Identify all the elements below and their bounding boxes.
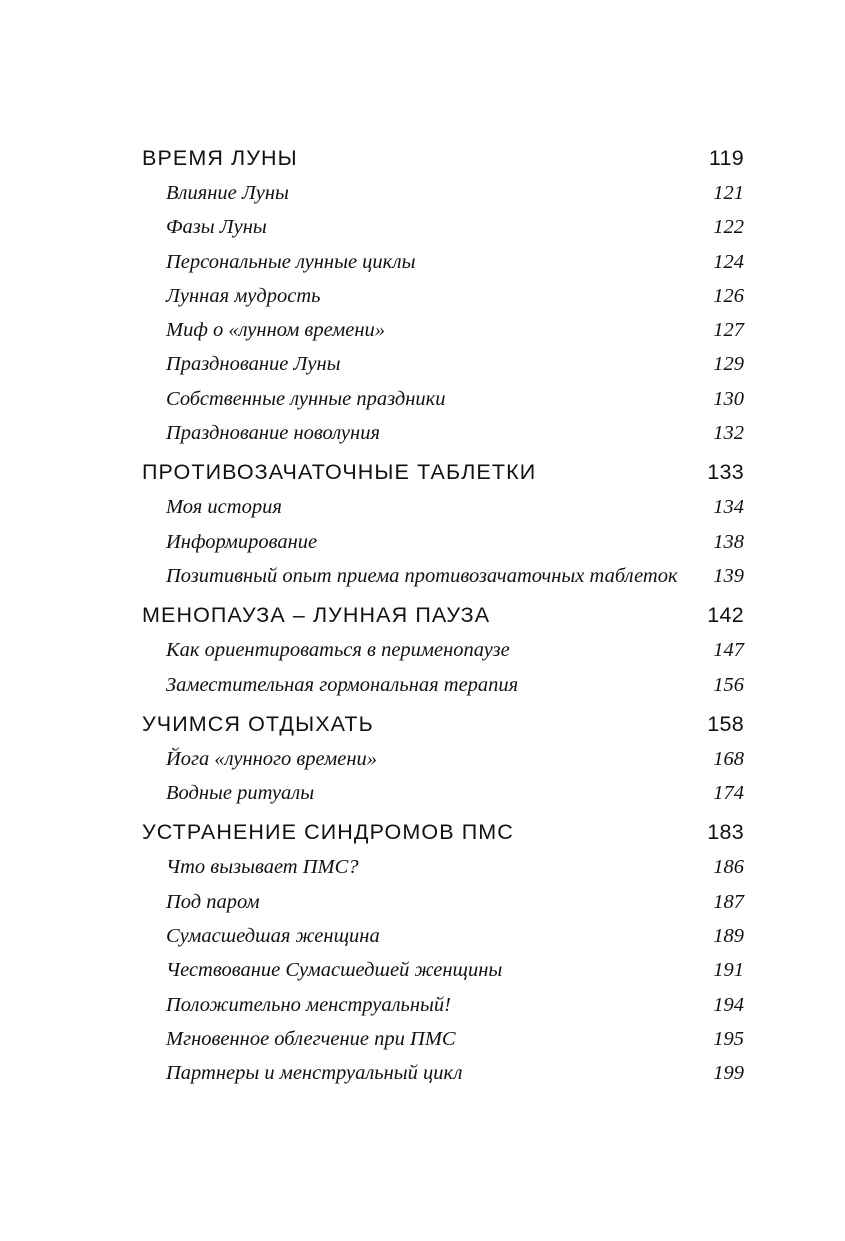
section-row: [142, 668, 744, 702]
section-title: Персональные лунные циклы: [166, 250, 416, 273]
section-title: Как ориентироваться в перименопаузе: [166, 639, 510, 662]
section-row: [142, 633, 744, 667]
section-title: Информирование: [166, 530, 318, 553]
section-page-number: 189: [713, 925, 744, 948]
section-title: Празднование Луны: [166, 353, 341, 376]
chapter-row: [142, 597, 744, 633]
section-title: Заместительная гормональная терапия: [166, 673, 519, 696]
section-page-number: 174: [713, 782, 744, 805]
section-row: [142, 279, 744, 313]
section-title: Моя история: [166, 496, 282, 519]
section-row: [142, 885, 744, 919]
section-row: [142, 490, 744, 524]
section-row: [142, 919, 744, 953]
section-row: [142, 525, 744, 559]
section-page-number: 191: [713, 959, 744, 982]
section-row: [142, 416, 744, 450]
chapter-row: [142, 140, 744, 176]
chapter-title: УЧИМСЯ ОТДЫХАТЬ: [142, 711, 374, 736]
chapter-menopause: [142, 597, 744, 702]
section-page-number: 194: [713, 993, 744, 1016]
section-title: Миф о «лунном времени»: [166, 319, 386, 342]
section-row: [142, 1022, 744, 1056]
chapter-page-number: 183: [707, 820, 744, 845]
section-page-number: 126: [713, 284, 744, 307]
chapter-page-number: 142: [707, 603, 744, 628]
section-page-number: 147: [713, 639, 744, 662]
section-title: Фазы Луны: [166, 216, 267, 239]
section-row: [142, 245, 744, 279]
section-title: Йога «лунного времени»: [166, 747, 377, 770]
chapter-learning-to-rest: [142, 706, 744, 811]
chapter-title: ВРЕМЯ ЛУНЫ: [142, 146, 298, 170]
section-page-number: 134: [713, 496, 744, 519]
section-page-number: 132: [713, 422, 744, 445]
section-page-number: 186: [713, 856, 744, 879]
chapter-moon-time: [142, 140, 744, 450]
section-page-number: 122: [713, 216, 744, 239]
section-page-number: 127: [713, 319, 744, 342]
section-row: [142, 313, 744, 347]
section-row: [142, 1056, 744, 1090]
section-page-number: 129: [713, 353, 744, 376]
table-of-contents: [142, 140, 744, 1091]
section-page-number: 195: [713, 1027, 744, 1050]
chapter-page-number: 158: [707, 711, 744, 736]
section-page-number: 156: [713, 673, 744, 696]
section-title: Мгновенное облегчение при ПМС: [166, 1027, 456, 1050]
section-title: Сумасшедшая женщина: [166, 925, 380, 948]
section-row: [142, 176, 744, 210]
section-title: Положительно менструальный!: [166, 993, 451, 1016]
section-row: [142, 742, 744, 776]
section-row: [142, 347, 744, 381]
section-row: [142, 210, 744, 244]
chapter-page-number: 133: [707, 460, 744, 485]
section-row: [142, 953, 744, 987]
section-page-number: 138: [713, 530, 744, 553]
chapter-row: [142, 814, 744, 850]
chapter-row: [142, 454, 744, 490]
section-row: [142, 850, 744, 884]
section-title: Собственные лунные праздники: [166, 387, 446, 410]
section-title: Позитивный опыт приема противозачаточных таблеток: [166, 564, 678, 587]
section-row: [142, 382, 744, 416]
chapter-pms-relief: [142, 814, 744, 1090]
section-title: Под паром: [166, 890, 260, 913]
chapter-title: МЕНОПАУЗА – ЛУННАЯ ПАУЗА: [142, 603, 491, 628]
section-page-number: 187: [713, 890, 744, 913]
chapter-title: ПРОТИВОЗАЧАТОЧНЫЕ ТАБЛЕТКИ: [142, 460, 537, 485]
chapter-page-number: 119: [708, 146, 744, 170]
section-page-number: 199: [713, 1062, 744, 1085]
chapter-title: УСТРАНЕНИЕ СИНДРОМОВ ПМС: [142, 820, 514, 845]
section-title: Лунная мудрость: [166, 284, 321, 307]
section-page-number: 121: [713, 182, 744, 204]
section-title: Влияние Луны: [166, 182, 289, 204]
section-page-number: 124: [713, 250, 744, 273]
chapter-row: [142, 706, 744, 742]
section-page-number: 139: [713, 564, 744, 587]
section-title: Празднование новолуния: [166, 422, 380, 445]
section-title: Партнеры и менструальный цикл: [166, 1062, 463, 1085]
section-title: Водные ритуалы: [166, 782, 315, 805]
section-row: [142, 776, 744, 810]
section-row: [142, 988, 744, 1022]
chapter-contraceptive-pills: [142, 454, 744, 593]
section-row: [142, 559, 744, 593]
section-page-number: 130: [713, 387, 744, 410]
section-title: Что вызывает ПМС?: [166, 856, 359, 879]
section-page-number: 168: [713, 747, 744, 770]
section-title: Чествование Сумасшедшей женщины: [166, 959, 503, 982]
